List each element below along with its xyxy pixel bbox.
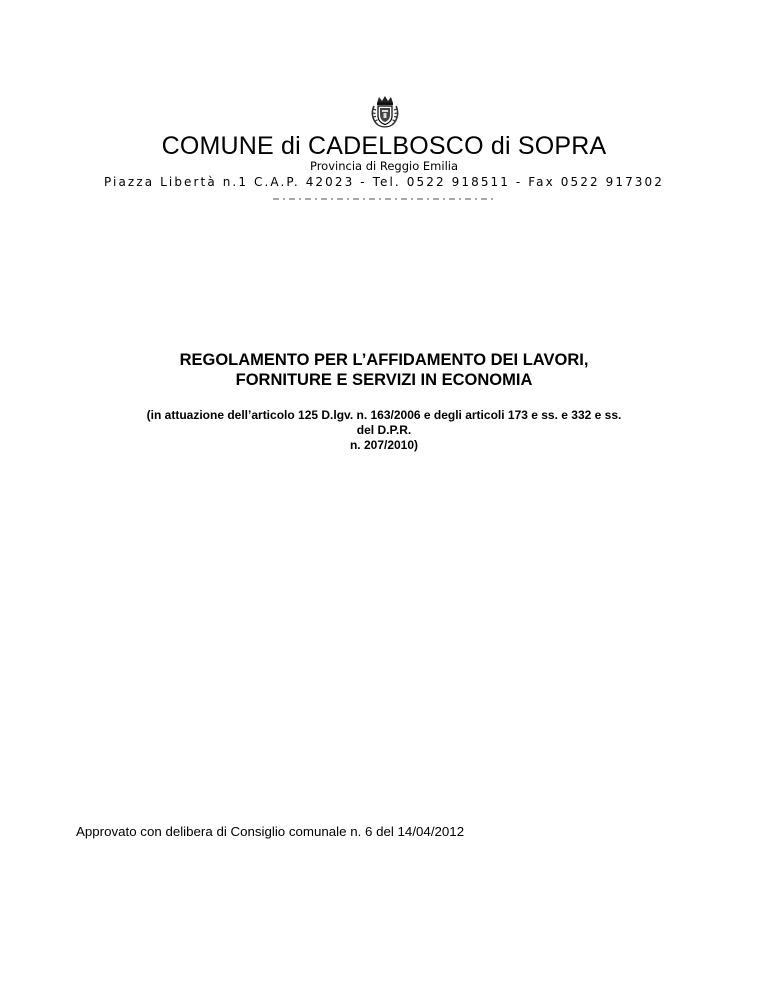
document-title	[0, 350, 768, 390]
document-title-line: FORNITURE E SERVIZI IN ECONOMIA	[235, 371, 533, 389]
municipality-name: COMUNE di CADELBOSCO di SOPRA	[161, 132, 607, 160]
decorative-divider	[273, 197, 494, 201]
document-subtitle-line: del D.P.R.	[356, 423, 412, 437]
document-subtitle-line: (in attuazione dell’articolo 125 D.lgv. n. 163/2006 e degli articoli 173 e ss. e 332 e ss.	[146, 408, 622, 422]
coat-of-arms-icon	[370, 94, 400, 128]
document-subtitle-line: n. 207/2010)	[349, 438, 419, 452]
document-title-line: REGOLAMENTO PER L’AFFIDAMENTO DEI LAVORI,	[179, 351, 589, 369]
municipality-address: Piazza Libertà n.1 C.A.P. 42023 - Tel. 0522 918511 - Fax 0522 917302	[103, 175, 665, 189]
approval-note: Approvato con delibera di Consiglio comunale n. 6 del 14/04/2012	[76, 824, 465, 839]
document-subtitle	[0, 408, 768, 453]
province-name: Provincia di Reggio Emilia	[309, 159, 459, 173]
